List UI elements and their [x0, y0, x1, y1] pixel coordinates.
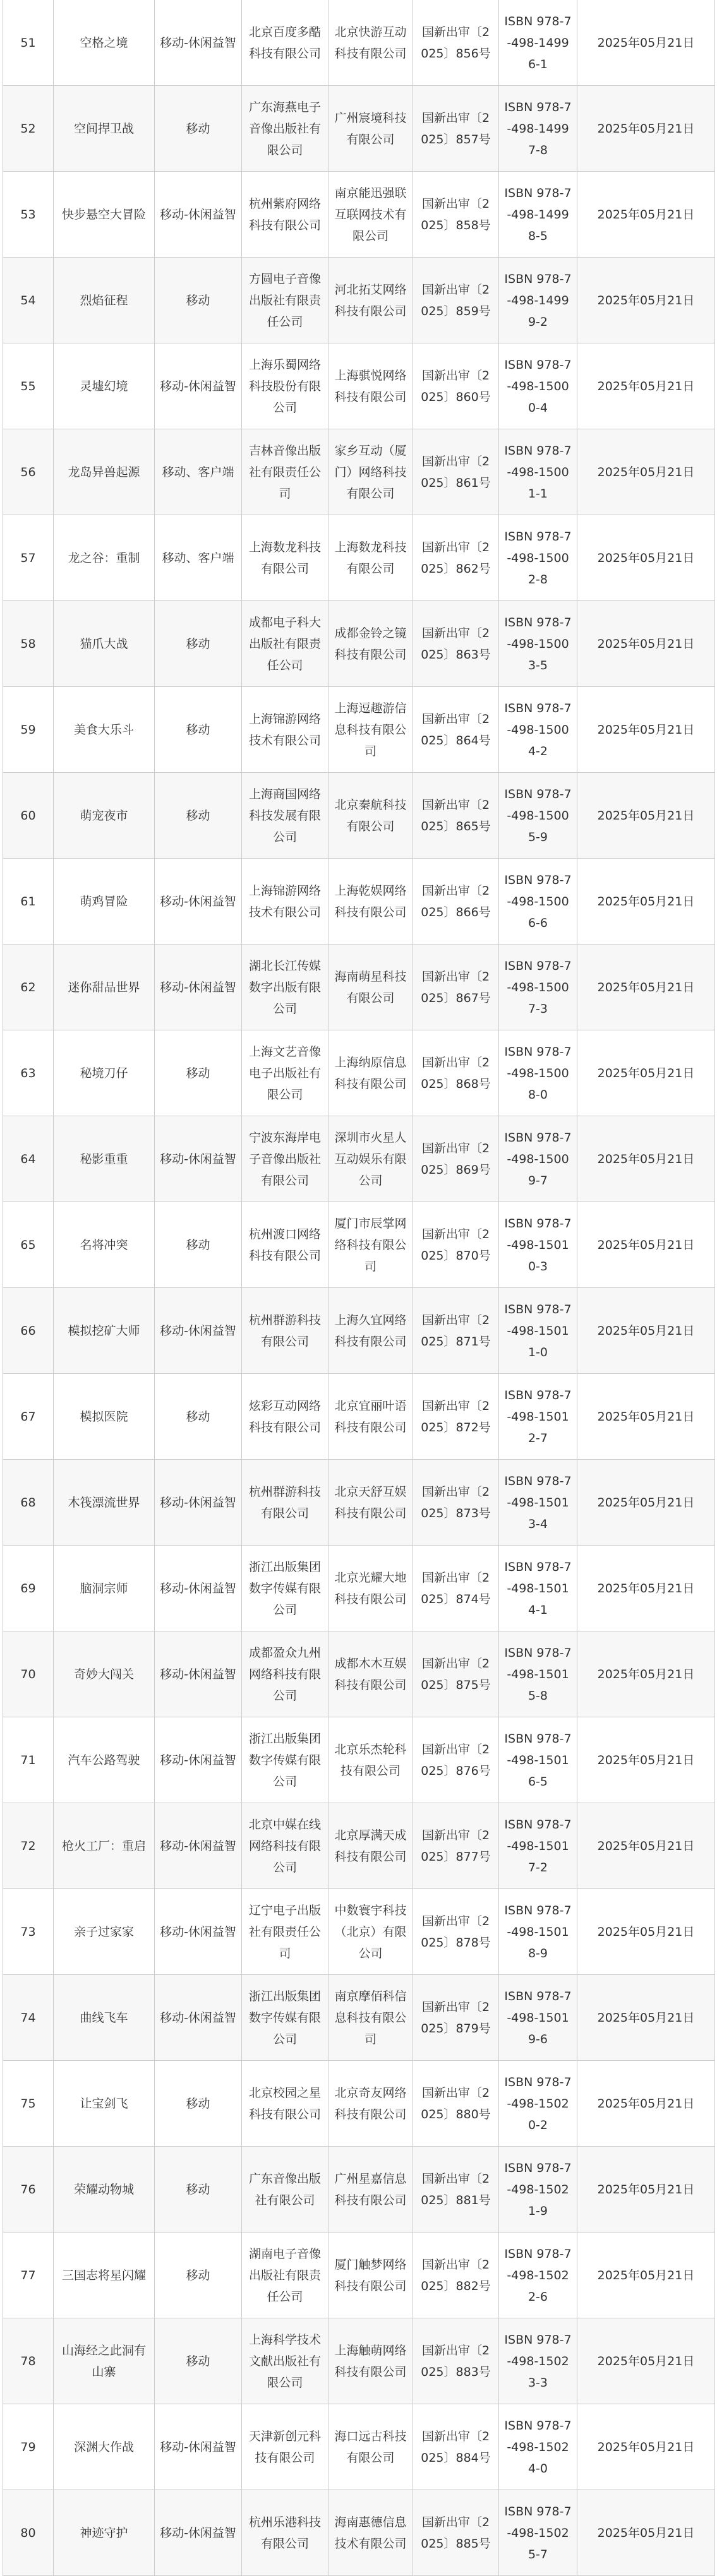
category-cell: 移动-休闲益智	[155, 2404, 242, 2490]
publisher-cell: 方圆电子音像出版社有限责任公司	[242, 258, 328, 343]
category-cell: 移动、客户端	[155, 429, 242, 515]
category-cell: 移动	[155, 1374, 242, 1460]
game-name-cell: 深渊大作战	[54, 2404, 155, 2490]
operator-cell: 北京奇友网络科技有限公司	[328, 2061, 413, 2147]
operator-cell: 海南萌星科技有限公司	[328, 945, 413, 1030]
approval-number-cell: 国新出审〔2025〕868号	[413, 1030, 499, 1116]
game-name-cell: 模拟挖矿大师	[54, 1288, 155, 1374]
publisher-cell: 上海锦游网络技术有限公司	[242, 859, 328, 945]
approval-number-cell: 国新出审〔2025〕872号	[413, 1374, 499, 1460]
isbn-cell: ISBN 978-7-498-14997-8	[499, 86, 577, 172]
publisher-cell: 北京百度多酷科技有限公司	[242, 0, 328, 86]
isbn-cell: ISBN 978-7-498-15003-5	[499, 601, 577, 687]
isbn-cell: ISBN 978-7-498-15001-1	[499, 429, 577, 515]
isbn-cell: ISBN 978-7-498-15016-5	[499, 1717, 577, 1803]
game-name-cell: 木筏漂流世界	[54, 1460, 155, 1546]
game-name-cell: 空间捍卫战	[54, 86, 155, 172]
operator-cell: 厦门市辰掌网络科技有限公司	[328, 1202, 413, 1288]
publisher-cell: 杭州紫府网络科技有限公司	[242, 172, 328, 258]
table-row	[3, 1460, 715, 1546]
date-cell: 2025年05月21日	[577, 1116, 715, 1202]
category-cell: 移动、客户端	[155, 515, 242, 601]
category-cell: 移动-休闲益智	[155, 1546, 242, 1631]
publisher-cell: 浙江出版集团数字传媒有限公司	[242, 1546, 328, 1631]
row-number-cell: 74	[3, 1975, 54, 2061]
operator-cell: 成都金铃之镜科技有限公司	[328, 601, 413, 687]
operator-cell: 南京摩佰科信息科技有限公司	[328, 1975, 413, 2061]
date-cell: 2025年05月21日	[577, 172, 715, 258]
isbn-cell: ISBN 978-7-498-15011-0	[499, 1288, 577, 1374]
table-row	[3, 1717, 715, 1803]
table-row	[3, 1116, 715, 1202]
row-number-cell: 63	[3, 1030, 54, 1116]
category-cell: 移动	[155, 601, 242, 687]
isbn-cell: ISBN 978-7-498-15008-0	[499, 1030, 577, 1116]
publisher-cell: 浙江出版集团数字传媒有限公司	[242, 1717, 328, 1803]
row-number-cell: 51	[3, 0, 54, 86]
operator-cell: 海口远古科技有限公司	[328, 2404, 413, 2490]
operator-cell: 上海数龙科技有限公司	[328, 515, 413, 601]
operator-cell: 上海纳原信息科技有限公司	[328, 1030, 413, 1116]
publisher-cell: 成都电子科大出版社有限责任公司	[242, 601, 328, 687]
category-cell: 移动-休闲益智	[155, 859, 242, 945]
date-cell: 2025年05月21日	[577, 2233, 715, 2318]
row-number-cell: 64	[3, 1116, 54, 1202]
approval-number-cell: 国新出审〔2025〕867号	[413, 945, 499, 1030]
table-row	[3, 0, 715, 86]
table-row	[3, 172, 715, 258]
row-number-cell: 80	[3, 2490, 54, 2576]
publisher-cell: 上海文艺音像电子出版社有限公司	[242, 1030, 328, 1116]
game-name-cell: 汽车公路驾驶	[54, 1717, 155, 1803]
operator-cell: 中数寰宇科技（北京）有限公司	[328, 1889, 413, 1975]
game-name-cell: 模拟医院	[54, 1374, 155, 1460]
table-row	[3, 1631, 715, 1717]
row-number-cell: 62	[3, 945, 54, 1030]
date-cell: 2025年05月21日	[577, 1975, 715, 2061]
publisher-cell: 北京校园之星科技有限公司	[242, 2061, 328, 2147]
category-cell: 移动-休闲益智	[155, 1803, 242, 1889]
isbn-cell: ISBN 978-7-498-15023-3	[499, 2318, 577, 2404]
category-cell: 移动-休闲益智	[155, 2490, 242, 2576]
isbn-cell: ISBN 978-7-498-14999-2	[499, 258, 577, 343]
isbn-cell: ISBN 978-7-498-15010-3	[499, 1202, 577, 1288]
game-name-cell: 灵墟幻境	[54, 343, 155, 429]
approval-number-cell: 国新出审〔2025〕880号	[413, 2061, 499, 2147]
table-row	[3, 2318, 715, 2404]
game-name-cell: 烈焰征程	[54, 258, 155, 343]
table-row	[3, 2404, 715, 2490]
category-cell: 移动-休闲益智	[155, 343, 242, 429]
date-cell: 2025年05月21日	[577, 1030, 715, 1116]
table-row	[3, 945, 715, 1030]
approval-number-cell: 国新出审〔2025〕869号	[413, 1116, 499, 1202]
row-number-cell: 77	[3, 2233, 54, 2318]
date-cell: 2025年05月21日	[577, 258, 715, 343]
row-number-cell: 56	[3, 429, 54, 515]
isbn-cell: ISBN 978-7-498-15024-0	[499, 2404, 577, 2490]
date-cell: 2025年05月21日	[577, 1288, 715, 1374]
table-row	[3, 258, 715, 343]
isbn-cell: ISBN 978-7-498-14996-1	[499, 0, 577, 86]
publisher-cell: 炫彩互动网络科技有限公司	[242, 1374, 328, 1460]
table-row	[3, 2490, 715, 2576]
isbn-cell: ISBN 978-7-498-15012-7	[499, 1374, 577, 1460]
game-name-cell: 名将冲突	[54, 1202, 155, 1288]
category-cell: 移动-休闲益智	[155, 1460, 242, 1546]
category-cell: 移动-休闲益智	[155, 1631, 242, 1717]
date-cell: 2025年05月21日	[577, 1803, 715, 1889]
operator-cell: 北京光耀大地科技有限公司	[328, 1546, 413, 1631]
table-row	[3, 687, 715, 773]
isbn-cell: ISBN 978-7-498-15004-2	[499, 687, 577, 773]
approval-number-cell: 国新出审〔2025〕865号	[413, 773, 499, 859]
operator-cell: 厦门触梦网络科技有限公司	[328, 2233, 413, 2318]
date-cell: 2025年05月21日	[577, 601, 715, 687]
isbn-cell: ISBN 978-7-498-15005-9	[499, 773, 577, 859]
row-number-cell: 73	[3, 1889, 54, 1975]
row-number-cell: 60	[3, 773, 54, 859]
approval-number-cell: 国新出审〔2025〕874号	[413, 1546, 499, 1631]
approval-number-cell: 国新出审〔2025〕870号	[413, 1202, 499, 1288]
category-cell: 移动	[155, 773, 242, 859]
operator-cell: 北京乐杰轮科技有限公司	[328, 1717, 413, 1803]
operator-cell: 北京秦航科技有限公司	[328, 773, 413, 859]
game-name-cell: 秘影重重	[54, 1116, 155, 1202]
isbn-cell: ISBN 978-7-498-14998-5	[499, 172, 577, 258]
publisher-cell: 天津新创元科技有限公司	[242, 2404, 328, 2490]
approval-number-cell: 国新出审〔2025〕866号	[413, 859, 499, 945]
category-cell: 移动	[155, 1030, 242, 1116]
date-cell: 2025年05月21日	[577, 859, 715, 945]
game-name-cell: 脑洞宗师	[54, 1546, 155, 1631]
publisher-cell: 吉林音像出版社有限责任公司	[242, 429, 328, 515]
row-number-cell: 61	[3, 859, 54, 945]
row-number-cell: 68	[3, 1460, 54, 1546]
approval-number-cell: 国新出审〔2025〕863号	[413, 601, 499, 687]
publisher-cell: 北京中媒在线网络科技有限公司	[242, 1803, 328, 1889]
table-row	[3, 1202, 715, 1288]
operator-cell: 河北拓艾网络科技有限公司	[328, 258, 413, 343]
isbn-cell: ISBN 978-7-498-15021-9	[499, 2147, 577, 2233]
row-number-cell: 59	[3, 687, 54, 773]
date-cell: 2025年05月21日	[577, 2404, 715, 2490]
operator-cell: 南京能迅强联互联网技术有限公司	[328, 172, 413, 258]
approval-number-cell: 国新出审〔2025〕875号	[413, 1631, 499, 1717]
approval-number-cell: 国新出审〔2025〕876号	[413, 1717, 499, 1803]
category-cell: 移动-休闲益智	[155, 1717, 242, 1803]
game-name-cell: 亲子过家家	[54, 1889, 155, 1975]
table-row	[3, 1288, 715, 1374]
game-name-cell: 龙之谷：重制	[54, 515, 155, 601]
game-name-cell: 三国志将星闪耀	[54, 2233, 155, 2318]
date-cell: 2025年05月21日	[577, 687, 715, 773]
table-row	[3, 429, 715, 515]
category-cell: 移动-休闲益智	[155, 1889, 242, 1975]
approval-number-cell: 国新出审〔2025〕860号	[413, 343, 499, 429]
operator-cell: 北京宜丽叶语科技有限公司	[328, 1374, 413, 1460]
table-row	[3, 1803, 715, 1889]
publisher-cell: 上海科学技术文献出版社有限公司	[242, 2318, 328, 2404]
isbn-cell: ISBN 978-7-498-15000-4	[499, 343, 577, 429]
row-number-cell: 78	[3, 2318, 54, 2404]
table-row	[3, 2233, 715, 2318]
date-cell: 2025年05月21日	[577, 1546, 715, 1631]
category-cell: 移动	[155, 2147, 242, 2233]
table-row	[3, 601, 715, 687]
isbn-cell: ISBN 978-7-498-15002-8	[499, 515, 577, 601]
game-name-cell: 枪火工厂：重启	[54, 1803, 155, 1889]
table-row	[3, 1546, 715, 1631]
date-cell: 2025年05月21日	[577, 2490, 715, 2576]
table-row	[3, 515, 715, 601]
game-name-cell: 快步悬空大冒险	[54, 172, 155, 258]
table-row	[3, 1030, 715, 1116]
date-cell: 2025年05月21日	[577, 945, 715, 1030]
date-cell: 2025年05月21日	[577, 1460, 715, 1546]
game-name-cell: 荣耀动物城	[54, 2147, 155, 2233]
publisher-cell: 杭州乐港科技有限公司	[242, 2490, 328, 2576]
game-name-cell: 曲线飞车	[54, 1975, 155, 2061]
isbn-cell: ISBN 978-7-498-15015-8	[499, 1631, 577, 1717]
row-number-cell: 79	[3, 2404, 54, 2490]
category-cell: 移动	[155, 86, 242, 172]
game-name-cell: 迷你甜品世界	[54, 945, 155, 1030]
approval-number-cell: 国新出审〔2025〕882号	[413, 2233, 499, 2318]
isbn-cell: ISBN 978-7-498-15014-1	[499, 1546, 577, 1631]
approval-number-cell: 国新出审〔2025〕856号	[413, 0, 499, 86]
category-cell: 移动-休闲益智	[155, 0, 242, 86]
date-cell: 2025年05月21日	[577, 515, 715, 601]
publisher-cell: 浙江出版集团数字传媒有限公司	[242, 1975, 328, 2061]
approval-number-cell: 国新出审〔2025〕885号	[413, 2490, 499, 2576]
date-cell: 2025年05月21日	[577, 1631, 715, 1717]
isbn-cell: ISBN 978-7-498-15006-6	[499, 859, 577, 945]
game-name-cell: 山海经之此洞有山寨	[54, 2318, 155, 2404]
row-number-cell: 71	[3, 1717, 54, 1803]
date-cell: 2025年05月21日	[577, 2061, 715, 2147]
operator-cell: 深圳市火星人互动娱乐有限公司	[328, 1116, 413, 1202]
isbn-cell: ISBN 978-7-498-15017-2	[499, 1803, 577, 1889]
publisher-cell: 辽宁电子出版社有限责任公司	[242, 1889, 328, 1975]
isbn-cell: ISBN 978-7-498-15019-6	[499, 1975, 577, 2061]
game-name-cell: 猫爪大战	[54, 601, 155, 687]
isbn-cell: ISBN 978-7-498-15018-9	[499, 1889, 577, 1975]
category-cell: 移动	[155, 2061, 242, 2147]
category-cell: 移动-休闲益智	[155, 1116, 242, 1202]
approval-number-cell: 国新出审〔2025〕857号	[413, 86, 499, 172]
operator-cell: 上海乾娱网络科技有限公司	[328, 859, 413, 945]
approval-number-cell: 国新出审〔2025〕878号	[413, 1889, 499, 1975]
row-number-cell: 57	[3, 515, 54, 601]
game-name-cell: 空格之境	[54, 0, 155, 86]
category-cell: 移动-休闲益智	[155, 172, 242, 258]
table-row	[3, 86, 715, 172]
date-cell: 2025年05月21日	[577, 2147, 715, 2233]
approval-number-cell: 国新出审〔2025〕881号	[413, 2147, 499, 2233]
publisher-cell: 广东音像出版社有限公司	[242, 2147, 328, 2233]
table-row	[3, 1374, 715, 1460]
row-number-cell: 69	[3, 1546, 54, 1631]
row-number-cell: 65	[3, 1202, 54, 1288]
operator-cell: 广州宸境科技有限公司	[328, 86, 413, 172]
table-row	[3, 773, 715, 859]
row-number-cell: 75	[3, 2061, 54, 2147]
isbn-cell: ISBN 978-7-498-15025-7	[499, 2490, 577, 2576]
table-row	[3, 343, 715, 429]
operator-cell: 成都木木互娱科技有限公司	[328, 1631, 413, 1717]
row-number-cell: 58	[3, 601, 54, 687]
publisher-cell: 成都盈众九州网络科技有限公司	[242, 1631, 328, 1717]
approval-number-cell: 国新出审〔2025〕862号	[413, 515, 499, 601]
approval-number-cell: 国新出审〔2025〕877号	[413, 1803, 499, 1889]
category-cell: 移动	[155, 258, 242, 343]
row-number-cell: 52	[3, 86, 54, 172]
game-approval-table	[3, 0, 715, 2576]
game-name-cell: 奇妙大闯关	[54, 1631, 155, 1717]
date-cell: 2025年05月21日	[577, 343, 715, 429]
table-body	[3, 0, 715, 2576]
approval-number-cell: 国新出审〔2025〕858号	[413, 172, 499, 258]
row-number-cell: 72	[3, 1803, 54, 1889]
operator-cell: 上海触萌网络科技有限公司	[328, 2318, 413, 2404]
game-name-cell: 美食大乐斗	[54, 687, 155, 773]
approval-number-cell: 国新出审〔2025〕871号	[413, 1288, 499, 1374]
isbn-cell: ISBN 978-7-498-15013-4	[499, 1460, 577, 1546]
approval-number-cell: 国新出审〔2025〕859号	[413, 258, 499, 343]
row-number-cell: 53	[3, 172, 54, 258]
date-cell: 2025年05月21日	[577, 1889, 715, 1975]
publisher-cell: 广东海燕电子音像出版社有限公司	[242, 86, 328, 172]
approval-number-cell: 国新出审〔2025〕864号	[413, 687, 499, 773]
operator-cell: 上海逗趣游信息科技有限公司	[328, 687, 413, 773]
category-cell: 移动-休闲益智	[155, 1288, 242, 1374]
game-name-cell: 萌宠夜市	[54, 773, 155, 859]
approval-number-cell: 国新出审〔2025〕883号	[413, 2318, 499, 2404]
operator-cell: 上海骐悦网络科技有限公司	[328, 343, 413, 429]
row-number-cell: 66	[3, 1288, 54, 1374]
publisher-cell: 湖南电子音像出版社有限责任公司	[242, 2233, 328, 2318]
date-cell: 2025年05月21日	[577, 1374, 715, 1460]
table-row	[3, 2061, 715, 2147]
row-number-cell: 55	[3, 343, 54, 429]
game-name-cell: 秘境刀仔	[54, 1030, 155, 1116]
approval-number-cell: 国新出审〔2025〕879号	[413, 1975, 499, 2061]
isbn-cell: ISBN 978-7-498-15007-3	[499, 945, 577, 1030]
operator-cell: 北京快游互动科技有限公司	[328, 0, 413, 86]
approval-number-cell: 国新出审〔2025〕861号	[413, 429, 499, 515]
publisher-cell: 杭州渡口网络科技有限公司	[242, 1202, 328, 1288]
isbn-cell: ISBN 978-7-498-15022-6	[499, 2233, 577, 2318]
publisher-cell: 湖北长江传媒数字出版有限公司	[242, 945, 328, 1030]
publisher-cell: 杭州群游科技有限公司	[242, 1288, 328, 1374]
date-cell: 2025年05月21日	[577, 773, 715, 859]
row-number-cell: 76	[3, 2147, 54, 2233]
category-cell: 移动	[155, 2233, 242, 2318]
date-cell: 2025年05月21日	[577, 1717, 715, 1803]
table-row	[3, 859, 715, 945]
publisher-cell: 宁波东海岸电子音像出版社有限公司	[242, 1116, 328, 1202]
table-row	[3, 1889, 715, 1975]
category-cell: 移动	[155, 2318, 242, 2404]
date-cell: 2025年05月21日	[577, 2318, 715, 2404]
date-cell: 2025年05月21日	[577, 86, 715, 172]
operator-cell: 上海久宜网络科技有限公司	[328, 1288, 413, 1374]
category-cell: 移动-休闲益智	[155, 1975, 242, 2061]
publisher-cell: 上海乐蜀网络科技股份有限公司	[242, 343, 328, 429]
operator-cell: 广州星嘉信息科技有限公司	[328, 2147, 413, 2233]
category-cell: 移动	[155, 1202, 242, 1288]
isbn-cell: ISBN 978-7-498-15009-7	[499, 1116, 577, 1202]
row-number-cell: 54	[3, 258, 54, 343]
publisher-cell: 上海数龙科技有限公司	[242, 515, 328, 601]
game-name-cell: 萌鸡冒险	[54, 859, 155, 945]
row-number-cell: 70	[3, 1631, 54, 1717]
operator-cell: 北京厚满天成科技有限公司	[328, 1803, 413, 1889]
game-name-cell: 龙岛异兽起源	[54, 429, 155, 515]
category-cell: 移动	[155, 687, 242, 773]
approval-number-cell: 国新出审〔2025〕873号	[413, 1460, 499, 1546]
publisher-cell: 上海商国网络科技发展有限公司	[242, 773, 328, 859]
publisher-cell: 杭州群游科技有限公司	[242, 1460, 328, 1546]
category-cell: 移动-休闲益智	[155, 945, 242, 1030]
isbn-cell: ISBN 978-7-498-15020-2	[499, 2061, 577, 2147]
operator-cell: 家乡互动（厦门）网络科技有限公司	[328, 429, 413, 515]
operator-cell: 海南惠德信息技术有限公司	[328, 2490, 413, 2576]
game-name-cell: 神迹守护	[54, 2490, 155, 2576]
date-cell: 2025年05月21日	[577, 0, 715, 86]
date-cell: 2025年05月21日	[577, 1202, 715, 1288]
publisher-cell: 上海锦游网络技术有限公司	[242, 687, 328, 773]
table-row	[3, 2147, 715, 2233]
date-cell: 2025年05月21日	[577, 429, 715, 515]
operator-cell: 北京天舒互娱科技有限公司	[328, 1460, 413, 1546]
row-number-cell: 67	[3, 1374, 54, 1460]
approval-number-cell: 国新出审〔2025〕884号	[413, 2404, 499, 2490]
table-row	[3, 1975, 715, 2061]
game-name-cell: 让宝剑飞	[54, 2061, 155, 2147]
